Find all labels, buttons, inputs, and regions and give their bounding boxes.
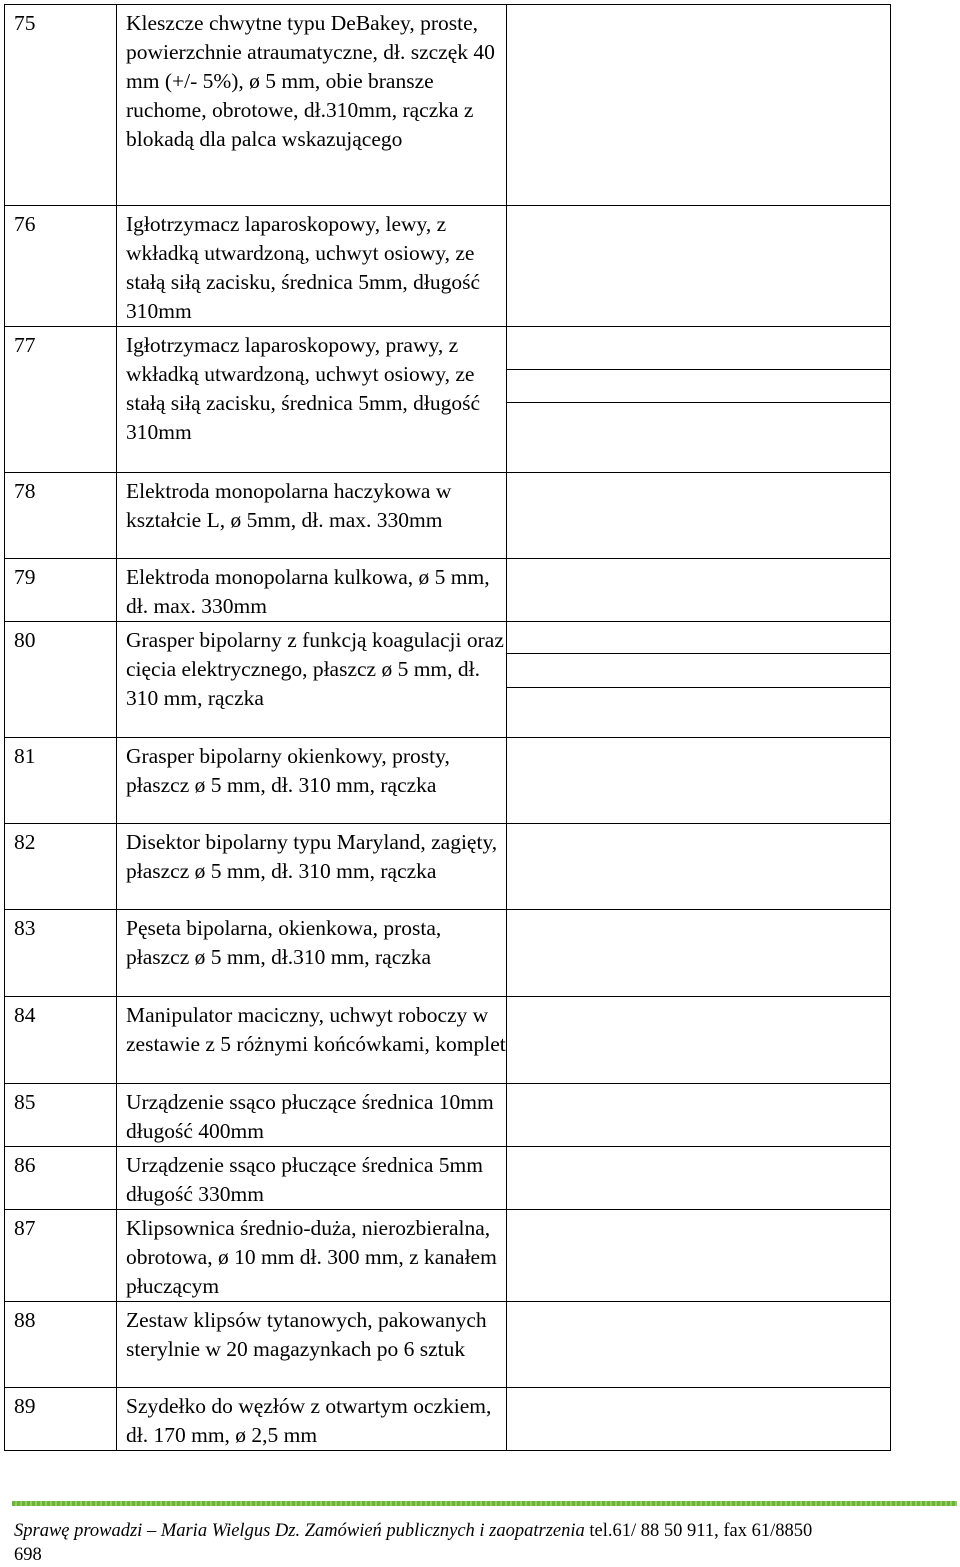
side-subcell (507, 370, 890, 403)
side-cell (507, 5, 891, 206)
table-row (5, 559, 891, 622)
side-cell (507, 327, 891, 473)
row-number: 79 (5, 559, 117, 622)
row-description: Igłotrzymacz laparoskopowy, prawy, z wkładką utwardzoną, uchwyt osiowy, ze stałą siłą zacisku, średnica 5mm, długość 310mm (117, 327, 507, 473)
table-row (5, 327, 891, 473)
side-subcell (507, 327, 890, 370)
table-row (5, 5, 891, 206)
footer-phone-fax: tel.61/ 88 50 911, fax 61/8850 (584, 1521, 813, 1541)
side-cell (507, 738, 891, 824)
side-cell (507, 824, 891, 910)
side-cell (507, 1147, 891, 1210)
row-description: Manipulator maciczny, uchwyt roboczy w zestawie z 5 różnymi końcówkami, komplet (117, 997, 507, 1084)
side-cell (507, 473, 891, 559)
row-number: 87 (5, 1210, 117, 1302)
row-number: 76 (5, 206, 117, 327)
row-number: 77 (5, 327, 117, 473)
row-number: 89 (5, 1388, 117, 1451)
table-row (5, 997, 891, 1084)
table-row (5, 738, 891, 824)
footer-contact-person: Sprawę prowadzi – Maria Wielgus Dz. Zamówień publicznych i zaopatrzenia (14, 1521, 585, 1541)
row-description: Szydełko do węzłów z otwartym oczkiem, dł. 170 mm, ø 2,5 mm (117, 1388, 507, 1451)
row-number: 75 (5, 5, 117, 206)
row-description: Igłotrzymacz laparoskopowy, lewy, z wkładką utwardzoną, uchwyt osiowy, ze stałą siłą zacisku, średnica 5mm, długość 310mm (117, 206, 507, 327)
items-table (4, 4, 891, 1451)
footer (14, 1519, 954, 1567)
footer-rule (12, 1501, 957, 1506)
table-row (5, 1084, 891, 1147)
row-number: 78 (5, 473, 117, 559)
row-number: 86 (5, 1147, 117, 1210)
footer-fax-continuation: 698 (14, 1545, 42, 1565)
row-description: Elektroda monopolarna haczykowa w kształcie L, ø 5mm, dł. max. 330mm (117, 473, 507, 559)
row-number: 83 (5, 910, 117, 997)
side-cell (507, 622, 891, 738)
row-number: 84 (5, 997, 117, 1084)
side-cell (507, 997, 891, 1084)
row-description: Elektroda monopolarna kulkowa, ø 5 mm, dł. max. 330mm (117, 559, 507, 622)
table-row (5, 473, 891, 559)
row-description: Grasper bipolarny okienkowy, prosty, płaszcz ø 5 mm, dł. 310 mm, rączka (117, 738, 507, 824)
row-description: Klipsownica średnio-duża, nierozbieralna, obrotowa, ø 10 mm dł. 300 mm, z kanałem płuczącym (117, 1210, 507, 1302)
row-description: Zestaw klipsów tytanowych, pakowanych sterylnie w 20 magazynkach po 6 sztuk (117, 1302, 507, 1388)
row-number: 80 (5, 622, 117, 738)
side-subcell (507, 654, 890, 688)
table-row (5, 206, 891, 327)
row-number: 85 (5, 1084, 117, 1147)
table-row (5, 622, 891, 738)
row-number: 81 (5, 738, 117, 824)
table-row (5, 1210, 891, 1302)
side-cell (507, 559, 891, 622)
row-description: Pęseta bipolarna, okienkowa, prosta, płaszcz ø 5 mm, dł.310 mm, rączka (117, 910, 507, 997)
row-description: Disektor bipolarny typu Maryland, zagięty, płaszcz ø 5 mm, dł. 310 mm, rączka (117, 824, 507, 910)
row-description: Urządzenie ssąco płuczące średnica 5mm długość 330mm (117, 1147, 507, 1210)
side-cell (507, 1084, 891, 1147)
table-row (5, 910, 891, 997)
side-cell (507, 910, 891, 997)
table-row (5, 824, 891, 910)
row-number: 88 (5, 1302, 117, 1388)
table-row (5, 1388, 891, 1451)
table-row (5, 1147, 891, 1210)
row-description: Urządzenie ssąco płuczące średnica 10mm długość 400mm (117, 1084, 507, 1147)
row-description: Kleszcze chwytne typu DeBakey, proste, powierzchnie atraumatyczne, dł. szczęk 40 mm (+/- 5%), ø 5 mm, obie bransze ruchome, obrotowe, dł.310mm, rączka z blokadą dla palca wskazującego (117, 5, 507, 206)
side-cell (507, 206, 891, 327)
table-row (5, 1302, 891, 1388)
side-cell (507, 1388, 891, 1451)
row-description: Grasper bipolarny z funkcją koagulacji oraz cięcia elektrycznego, płaszcz ø 5 mm, dł. 310 mm, rączka (117, 622, 507, 738)
side-cell (507, 1210, 891, 1302)
row-number: 82 (5, 824, 117, 910)
side-cell (507, 1302, 891, 1388)
side-subcell (507, 622, 890, 654)
